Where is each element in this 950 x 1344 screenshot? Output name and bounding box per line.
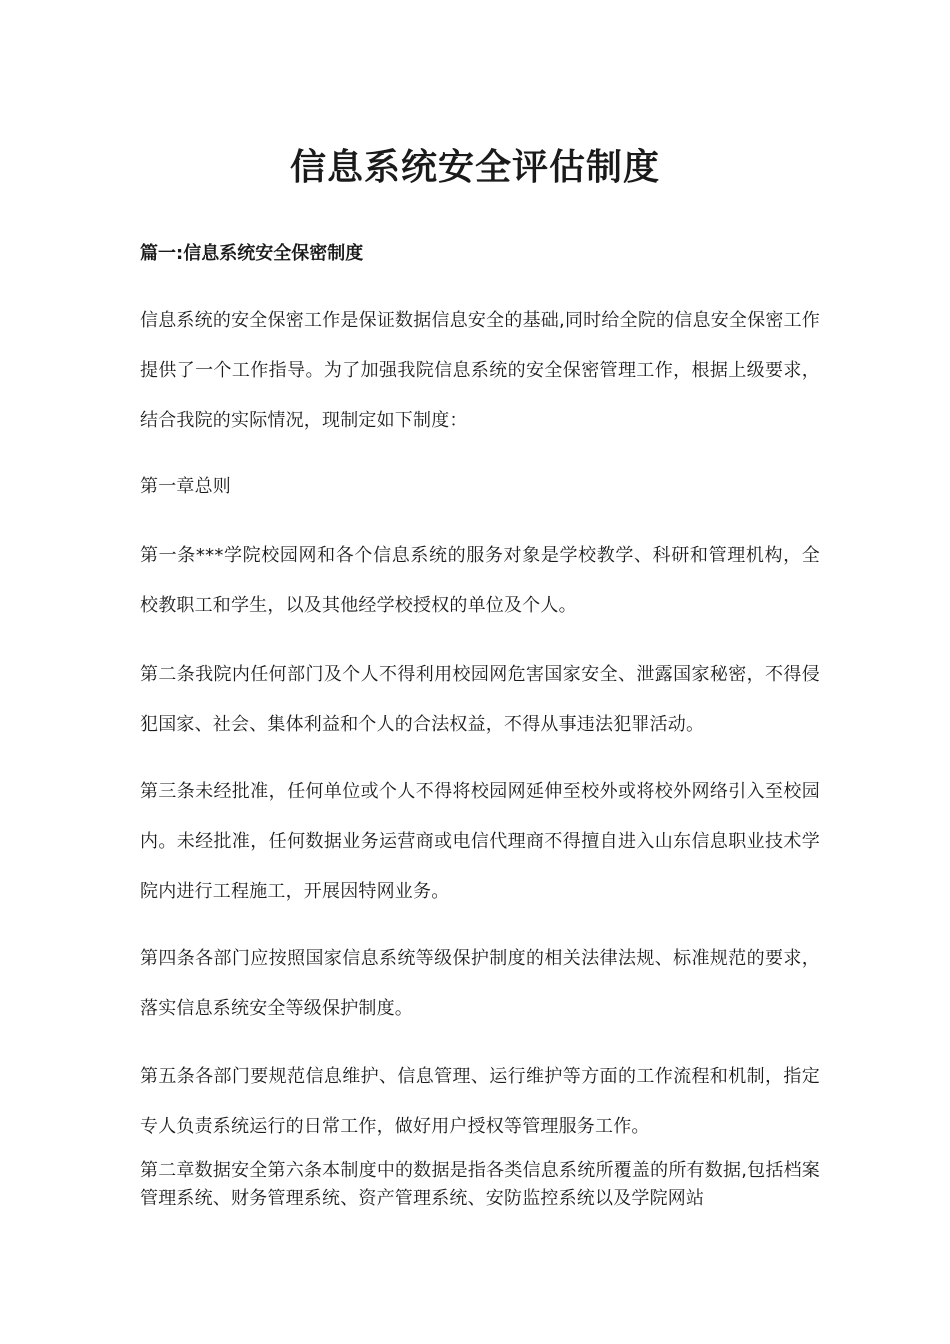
article-paragraph: 第二条我院内任何部门及个人不得利用校园网危害国家安全、泄露国家秘密，不得侵犯国家、社会、集体利益和个人的合法权益，不得从事违法犯罪活动。: [140, 664, 820, 735]
article-paragraph: 第二章数据安全第六条本制度中的数据是指各类信息系统所覆盖的所有数据,包括档案管理系统、财务管理系统、资产管理系统、安防监控系统以及学院网站: [140, 1160, 820, 1209]
article-paragraph: 第一条***学院校园网和各个信息系统的服务对象是学校教学、科研和管理机构，全校教职工和学生，以及其他经学校授权的单位及个人。: [140, 545, 820, 616]
chapter-heading: 第一章总则: [140, 476, 231, 497]
article-paragraph: 第四条各部门应按照国家信息系统等级保护制度的相关法律法规、标准规范的要求，落实信息系统安全等级保护制度。: [140, 948, 820, 1019]
section-heading: 篇一:信息系统安全保密制度: [140, 243, 364, 264]
document-title: 信息系统安全评估制度: [289, 146, 660, 188]
intro-paragraph: 信息系统的安全保密工作是保证数据信息安全的基础,同时给全院的信息安全保密工作提供了一个工作指导。为了加强我院信息系统的安全保密管理工作，根据上级要求，结合我院的实际情况，现制定如下制度：: [140, 310, 820, 431]
article-paragraph: 第三条未经批准，任何单位或个人不得将校园网延伸至校外或将校外网络引入至校园内。未经批准，任何数据业务运营商或电信代理商不得擅自进入山东信息职业技术学院内进行工程施工，开展因特网业务。: [140, 781, 820, 902]
article-paragraph: 第五条各部门要规范信息维护、信息管理、运行维护等方面的工作流程和机制，指定专人负责系统运行的日常工作，做好用户授权等管理服务工作。: [140, 1066, 820, 1137]
